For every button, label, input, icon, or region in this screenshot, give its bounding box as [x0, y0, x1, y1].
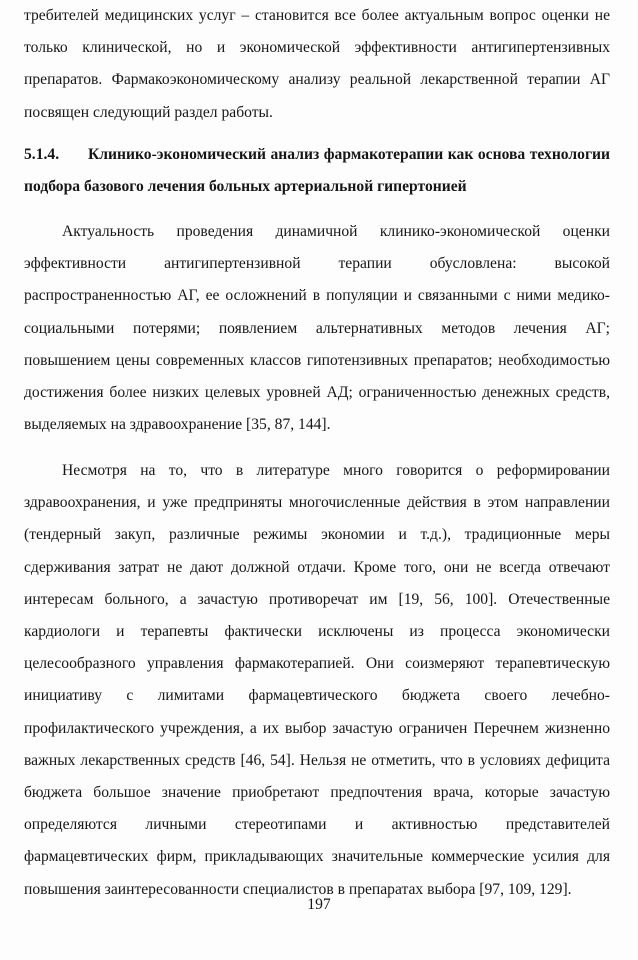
section-title: Клинико-экономический анализ фармакотерапии как основа технологии подбора базового лечения больных артериальной гипертонией: [24, 146, 610, 196]
section-number: 5.1.4.: [24, 146, 60, 163]
section-heading: [24, 139, 610, 203]
body-paragraph: Актуальность проведения динамичной клинико-экономической оценки эффективности антигипертензивной терапии обусловлена: высокой распространенностью АГ, ее осложнений в популяции и связанными с ними медико-социальными потерями; появлением альтернативных методов лечения АГ; повышением цены современных классов гипотензивных препаратов; необходимостью достижения более низких целевых уровней АД; ограниченностью денежных средств, выделяемых на здравоохранение [35, 87, 144].: [24, 223, 610, 434]
page-number: 197: [307, 896, 331, 913]
body-paragraph: Несмотря на то, что в литературе много говорится о реформировании здравоохранения, и уже предприняты многочисленные действия в этом направлении (тендерный закуп, различные режимы экономии и т.д.), традиционные меры сдерживания затрат не дают должной отдачи. Кроме того, они не всегда отвечают интересам больного, а зачастую противоречат им [19, 56, 100]. Отечественные кардиологи и терапевты фактически исключены из процесса экономически целесообразного управления фармакотерапией. Они соизмеряют терапевтическую инициативу с лимитами фармацевтического бюджета своего лечебно-профилактического учреждения, а их выбор зачастую ограничен Перечнем жизненно важных лекарственных средств [46, 54]. Нельзя не отметить, что в условиях дефицита бюджета большое значение приобретают предпочтения врача, которые зачастую определяются личными стереотипами и активностью представителей фармацевтических фирм, прикладывающих значительные коммерческие усилия для повышения заинтересованности специалистов в препаратах выбора [97, 109, 129].: [24, 462, 610, 898]
intro-paragraph: требителей медицинских услуг – становится все более актуальным вопрос оценки не только клинической, но и экономической эффективности антигипертензивных препаратов. Фармакоэкономическому анализу реальной лекарственной терапии АГ посвящен следующий раздел работы.: [24, 7, 610, 121]
